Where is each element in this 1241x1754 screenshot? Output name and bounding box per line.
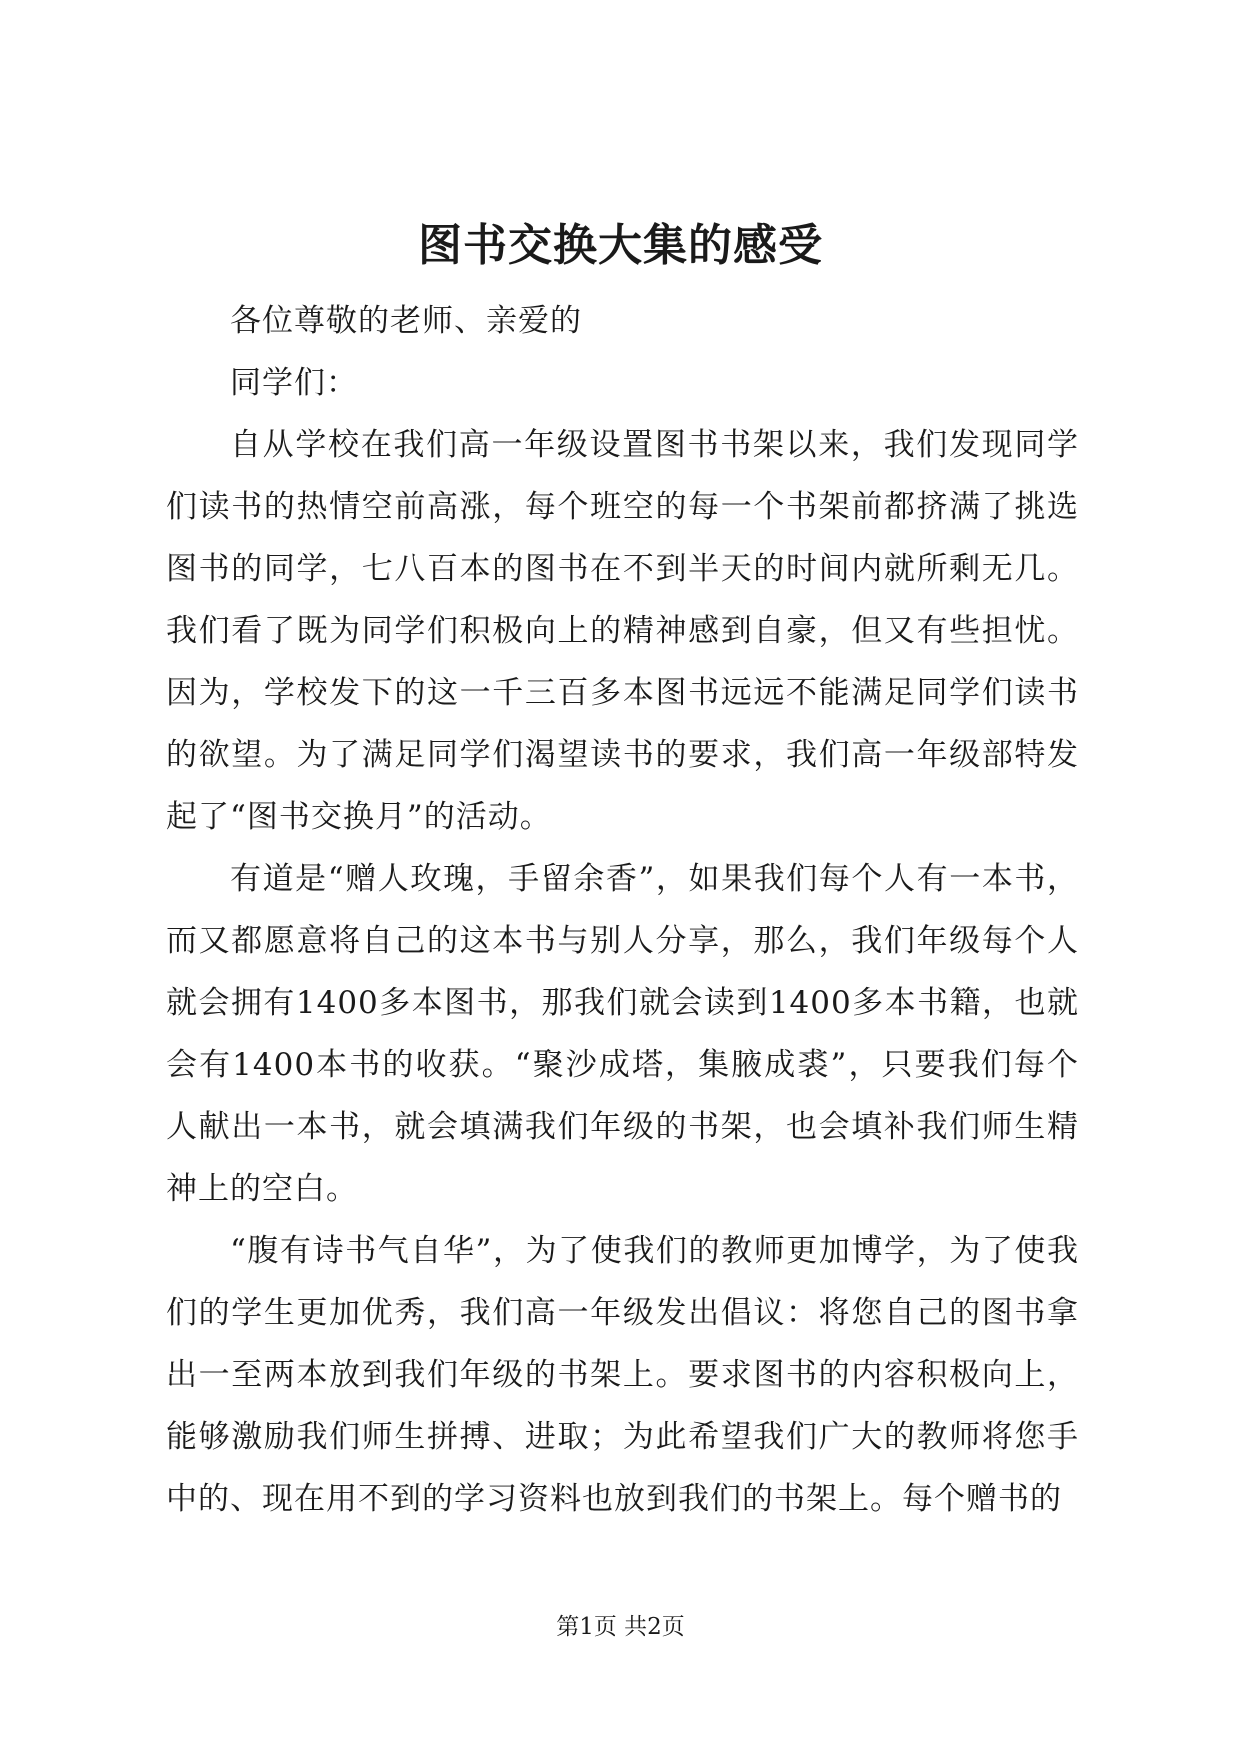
document-body xyxy=(166,290,1079,1530)
salutation-line-2: 同学们： xyxy=(230,365,358,401)
document-title: 图书交换大集的感受 xyxy=(418,220,823,271)
paragraph-2: 有道是“赠人玫瑰，手留余香”，如果我们每个人有一本书，而又都愿意将自己的这本书与别人分享，那么，我们年级每个人就会拥有1400多本图书，那我们就会读到1400多本书籍，也就会有1400本书的收获。“聚沙成塔，集腋成裘”，只要我们每个人献出一本书，就会填满我们年级的书架，也会填补我们师生精神上的空白。 xyxy=(166,861,1079,1207)
paragraph-1: 自从学校在我们高一年级设置图书书架以来，我们发现同学们读书的热情空前高涨，每个班空的每一个书架前都挤满了挑选图书的同学，七八百本的图书在不到半天的时间内就所剩无几。我们看了既为同学们积极向上的精神感到自豪，但又有些担忧。因为，学校发下的这一千三百多本图书远远不能满足同学们读书的欲望。为了满足同学们渴望读书的要求，我们高一年级部特发起了“图书交换月”的活动。 xyxy=(166,427,1079,835)
salutation-line-1: 各位尊敬的老师、亲爱的 xyxy=(230,303,582,339)
paragraph-3: “腹有诗书气自华”，为了使我们的教师更加博学，为了使我们的学生更加优秀，我们高一年级发出倡议：将您自己的图书拿出一至两本放到我们年级的书架上。要求图书的内容积极向上，能够激励我们师生拼搏、进取；为此希望我们广大的教师将您手中的、现在用不到的学习资料也放到我们的书架上。每个赠书的 xyxy=(166,1233,1079,1517)
page-number-footer: 第1页 共2页 xyxy=(556,1614,685,1640)
